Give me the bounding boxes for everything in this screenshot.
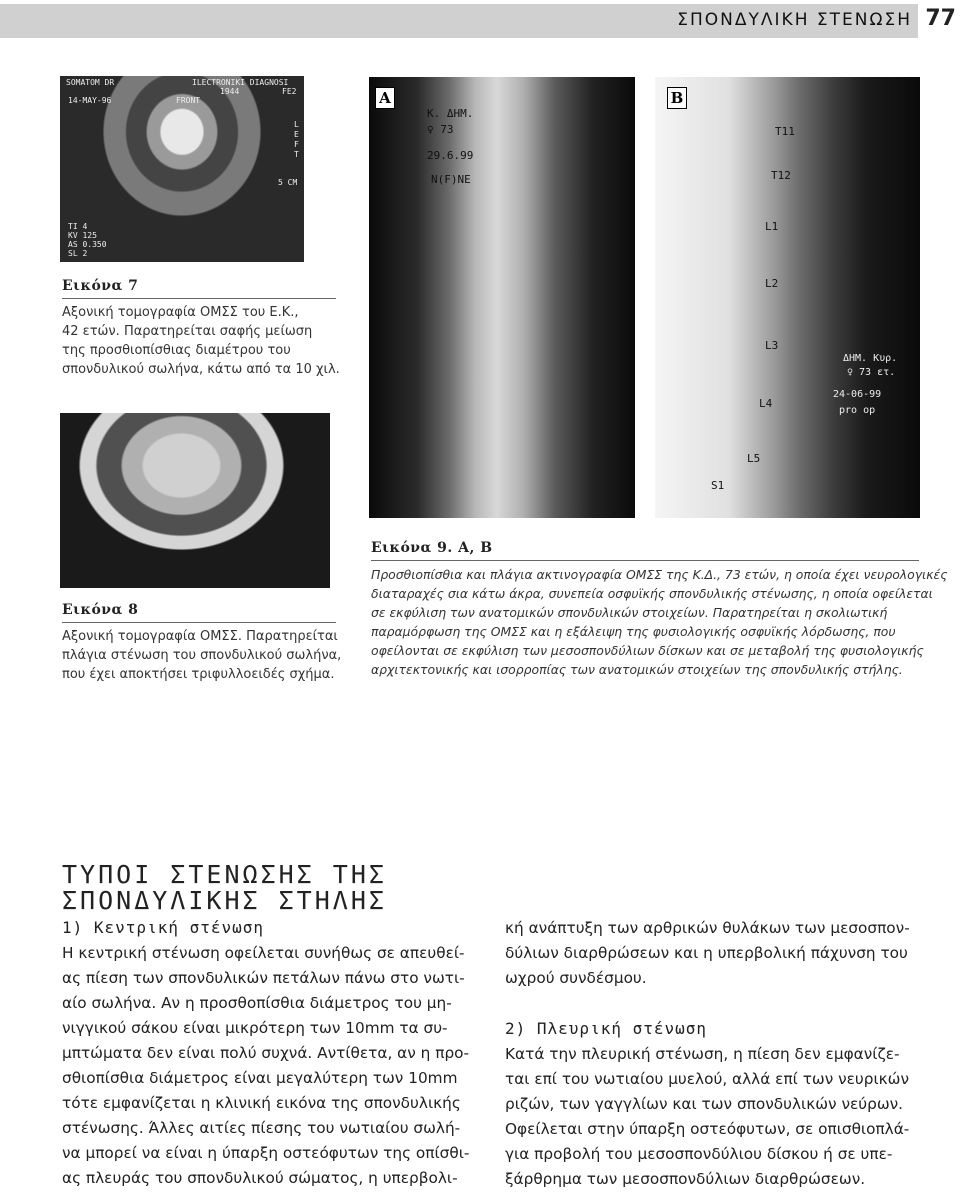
panel-b-note-2: ♀ 73 ετ. bbox=[847, 367, 896, 378]
ct-overlay-bottom-1: TI 4 bbox=[68, 222, 88, 231]
figure7-rule bbox=[62, 298, 336, 299]
figure8-ct-image bbox=[60, 413, 330, 588]
level-l5: L5 bbox=[747, 452, 761, 465]
figure9-title: Εικόνα 9. Α, Β bbox=[371, 540, 493, 556]
ct-overlay-left-e: E bbox=[294, 130, 299, 139]
subheading-central-stenosis: 1) Κεντρική στένωση bbox=[62, 918, 265, 937]
subheading-lateral-stenosis: 2) Πλευρική στένωση bbox=[505, 1019, 708, 1038]
level-t11: T11 bbox=[775, 125, 795, 138]
figure9-xray-a bbox=[369, 77, 635, 518]
level-l3: L3 bbox=[765, 339, 779, 352]
level-t12: T12 bbox=[771, 169, 791, 182]
ct-overlay-date: 14-MAY-96 bbox=[68, 96, 112, 105]
figure8-caption: Αξονική τομογραφία ΟΜΣΣ. Παρατηρείται πλάγια στένωση του σπονδυλικού σωλήνα, που έχει αποκτήσει τριφυλλοειδές σχήμα. bbox=[62, 629, 342, 682]
panel-b-note-4: pro op bbox=[839, 405, 876, 416]
panel-b-label: B bbox=[667, 87, 687, 109]
panel-a-note-4: N(F)NE bbox=[431, 173, 471, 186]
column2-body-b: Κατά την πλευρική στένωση, η πίεση δεν εμφανίζε- ται επί του νωτιαίου μυελού, αλλά επί των νευρικών ριζών, των γαγγλίων και των σπονδυλικών νεύρων. Οφείλεται στην ύπαρξη οστεόφυτων, σε οπισθιοπλά- για προβολή του μεσοσπονδύλιου δίσκου ή σε υπε- ξάρθρημα των μεσοσπονδύλιων διαρθρώσεων. bbox=[505, 1045, 910, 1188]
panel-b-note-1: ΔΗΜ. Κυρ. bbox=[843, 353, 898, 364]
column1-body: Η κεντρική στένωση οφείλεται συνήθως σε απευθεί- ας πίεση των σπονδυλικών πετάλων πάνω στο νωτι- αίο σωλήνα. Αν η προσθοπίσθια διάμετρος του μη- νιγγικού σάκου είναι μικρότερη των 10mm τα συ- μπτώματα δεν είναι πολύ συχνά. Αντίθετα, αν η προ- σθιοπίσθια διάμετρος είναι μεγαλύτερη των 10mm τότε εμφανίζεται η κλινική εικόνα της σπονδυλικής στένωσης. Άλλες αιτίες πίεσης του νωτιαίου σωλή- να μπορεί να είναι η ύπαρξη οστεόφυτων της οπίσθι- ας πλευράς του σπονδυλικού σώματος, η υπερβολι- bbox=[62, 944, 470, 1187]
panel-a-note-3: 29.6.99 bbox=[427, 149, 474, 162]
figure8-rule bbox=[62, 622, 336, 623]
level-l2: L2 bbox=[765, 277, 779, 290]
ct-overlay-front: FRONT bbox=[176, 96, 201, 105]
ct-overlay-left-f: F bbox=[294, 140, 299, 149]
panel-a-note-2: ♀ 73 bbox=[427, 123, 454, 136]
ct-overlay-bottom-2: KV 125 bbox=[68, 231, 97, 240]
figure9-caption: Προσθιοπίσθια και πλάγια ακτινογραφία ΟΜΣΣ της Κ.Δ., 73 ετών, η οποία έχει νευρολογικές διαταραχές σια κάτω άκρα, συνεπεία οσφυϊκής σπονδυλικής στένωσης, η οποία οφείλεται σε εκφύλιση των ανατομικών σπονδυλικών στοιχείων. Παρατηρείται η σκολιωτική παραμόρφωση της ΟΜΣΣ και η εξάλειψη της φυσιολογικής οσφυϊκής λόρδωσης, που οφείλονται σε εκφύλιση των μεσοσπονδύλιων δίσκων και σε μεταβολή της φυσιολογικής αρχιτεκτονικής και ισορροπίας των ανατομικών στοιχείων της σπονδυλικής στήλης. bbox=[371, 567, 948, 677]
panel-a-label: A bbox=[375, 87, 395, 109]
page-number: 77 bbox=[925, 6, 956, 31]
ct-overlay-bottom-4: SL 2 bbox=[68, 249, 88, 258]
level-l4: L4 bbox=[759, 397, 773, 410]
ct-overlay-top-center2: 1944 bbox=[220, 87, 240, 96]
ct-overlay-bottom-3: AS 0.350 bbox=[68, 240, 107, 249]
figure8-title: Εικόνα 8 bbox=[62, 602, 139, 618]
ct-overlay-top-left: SOMATOM DR bbox=[66, 78, 115, 87]
panel-b-note-3: 24-06-99 bbox=[833, 389, 882, 400]
running-header-title: ΣΠΟΝΔΥΛΙΚΗ ΣΤΕΝΩΣΗ bbox=[677, 10, 912, 30]
figure7-ct-image bbox=[60, 76, 304, 262]
figure7-title: Εικόνα 7 bbox=[62, 278, 139, 294]
ct-overlay-top-center: ILECTRONIKI DIAGNOSI bbox=[192, 78, 289, 87]
level-s1: S1 bbox=[711, 479, 725, 492]
ct-overlay-top-right: FE2 bbox=[282, 87, 297, 96]
figure7-caption: Αξονική τομογραφία ΟΜΣΣ του Ε.Κ., 42 ετών. Παρατηρείται σαφής μείωση της προσθιοπίσθιας διαμέτρου του σπονδυλικού σωλήνα, κάτω από τα 10 χιλ. bbox=[62, 305, 340, 377]
column2-body-a: κή ανάπτυξη των αρθρικών θυλάκων των μεσοσπον- δύλιων διαρθρώσεων και η υπερβολική πάχυνση του ωχρού συνδέσμου. bbox=[505, 919, 910, 987]
figure9-xray-b bbox=[655, 77, 920, 518]
ct-overlay-scale: 5 CM bbox=[278, 178, 298, 187]
ct-overlay-left-t: T bbox=[294, 150, 299, 159]
panel-a-note-1: Κ. ΔΗΜ. bbox=[427, 107, 474, 120]
level-l1: L1 bbox=[765, 220, 779, 233]
figure9-rule bbox=[371, 560, 919, 561]
ct-overlay-left-l: L bbox=[294, 120, 299, 129]
section-heading: ΤΥΠΟΙ ΣΤΕΝΩΣΗΣ ΤΗΣ ΣΠΟΝΔΥΛΙΚΗΣ ΣΤΗΛΗΣ bbox=[62, 860, 387, 915]
